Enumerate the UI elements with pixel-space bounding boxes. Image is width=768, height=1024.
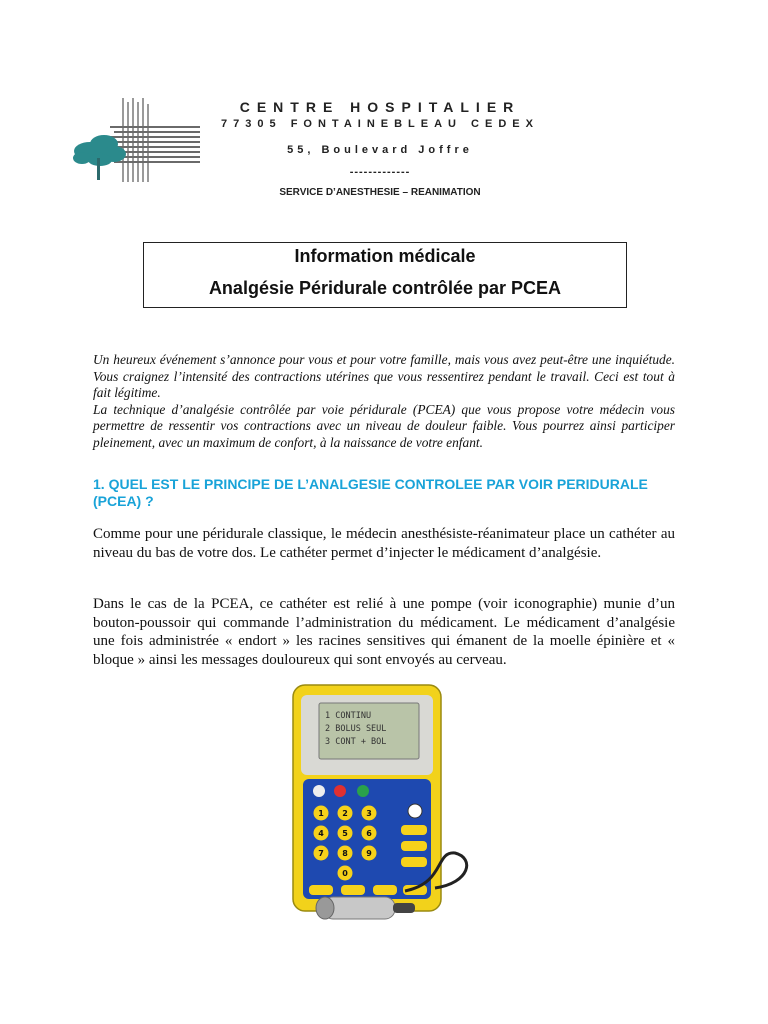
section-1-heading: 1. QUEL EST LE PRINCIPE DE L’ANALGESIE CONTROLEE PAR VOIR PERIDURALE (PCEA) ? — [93, 476, 648, 509]
key-6: 6 — [366, 829, 372, 838]
key-7: 7 — [318, 849, 324, 858]
pcea-pump-image — [285, 683, 485, 928]
service-name: SERVICE D’ANESTHESIE – REANIMATION — [279, 187, 481, 198]
key-9: 9 — [366, 849, 372, 858]
section-1-paragraph-2: Dans le cas de la PCEA, ce cathéter est relié à une pompe (voir iconographie) munie d’un bouton-poussoir qui commande l’administration du médicament. Le médicament d’analgésie une fois administrée « endort » les racines sensitives qui émanent de la moelle épinière et « bloque » ainsi les messages douloureux qui sont envoyés au cerveau. — [93, 596, 675, 668]
key-4: 4 — [318, 829, 324, 838]
institution-name: CENTRE HOSPITALIER — [239, 99, 521, 115]
intro-paragraph-1: Un heureux événement s’annonce pour vous et pour votre famille, mais vous avez peut-être une inquiétude. Vous craignez l’intensité des contractions utérines que vous ressentirez pendant le travail. Ceci est tout à fait légitime. — [93, 352, 675, 400]
key-1: 1 — [318, 809, 324, 818]
city-line: 77305 FONTAINEBLEAU CEDEX — [221, 118, 539, 130]
screen-line-1: 1 CONTINU — [325, 711, 372, 721]
address: 55, Boulevard Joffre — [287, 144, 473, 156]
screen-line-2: 2 BOLUS SEUL — [325, 724, 387, 734]
screen-line-3: 3 CONT + BOL — [325, 737, 387, 747]
intro-paragraph-2: La technique d’analgésie contrôlée par voie péridurale (PCEA) que vous propose votre médecin vous permettre de ressentir vos contractions avec un niveau de douleur faible. Vous pourrez ainsi participer pleinement, avec un maximum de confort, à la naissance de votre enfant. — [93, 401, 675, 450]
key-3: 3 — [366, 809, 372, 818]
document-subtitle: Analgésie Péridurale contrôlée par PCEA — [208, 278, 562, 298]
hospital-logo — [70, 96, 200, 188]
key-8: 8 — [342, 849, 348, 858]
key-2: 2 — [342, 809, 348, 818]
intro-text — [93, 352, 675, 451]
key-5: 5 — [342, 829, 348, 838]
separator: ------------- — [349, 166, 411, 178]
section-1-paragraph-1: Comme pour une péridurale classique, le médecin anesthésiste-réanimateur place un cathéter au niveau du bas de votre dos. Le cathéter permet d’injecter le médicament d’analgésie. — [93, 526, 675, 561]
document-title: Information médicale — [294, 246, 476, 266]
key-0: 0 — [342, 869, 348, 878]
title-box — [143, 242, 627, 308]
